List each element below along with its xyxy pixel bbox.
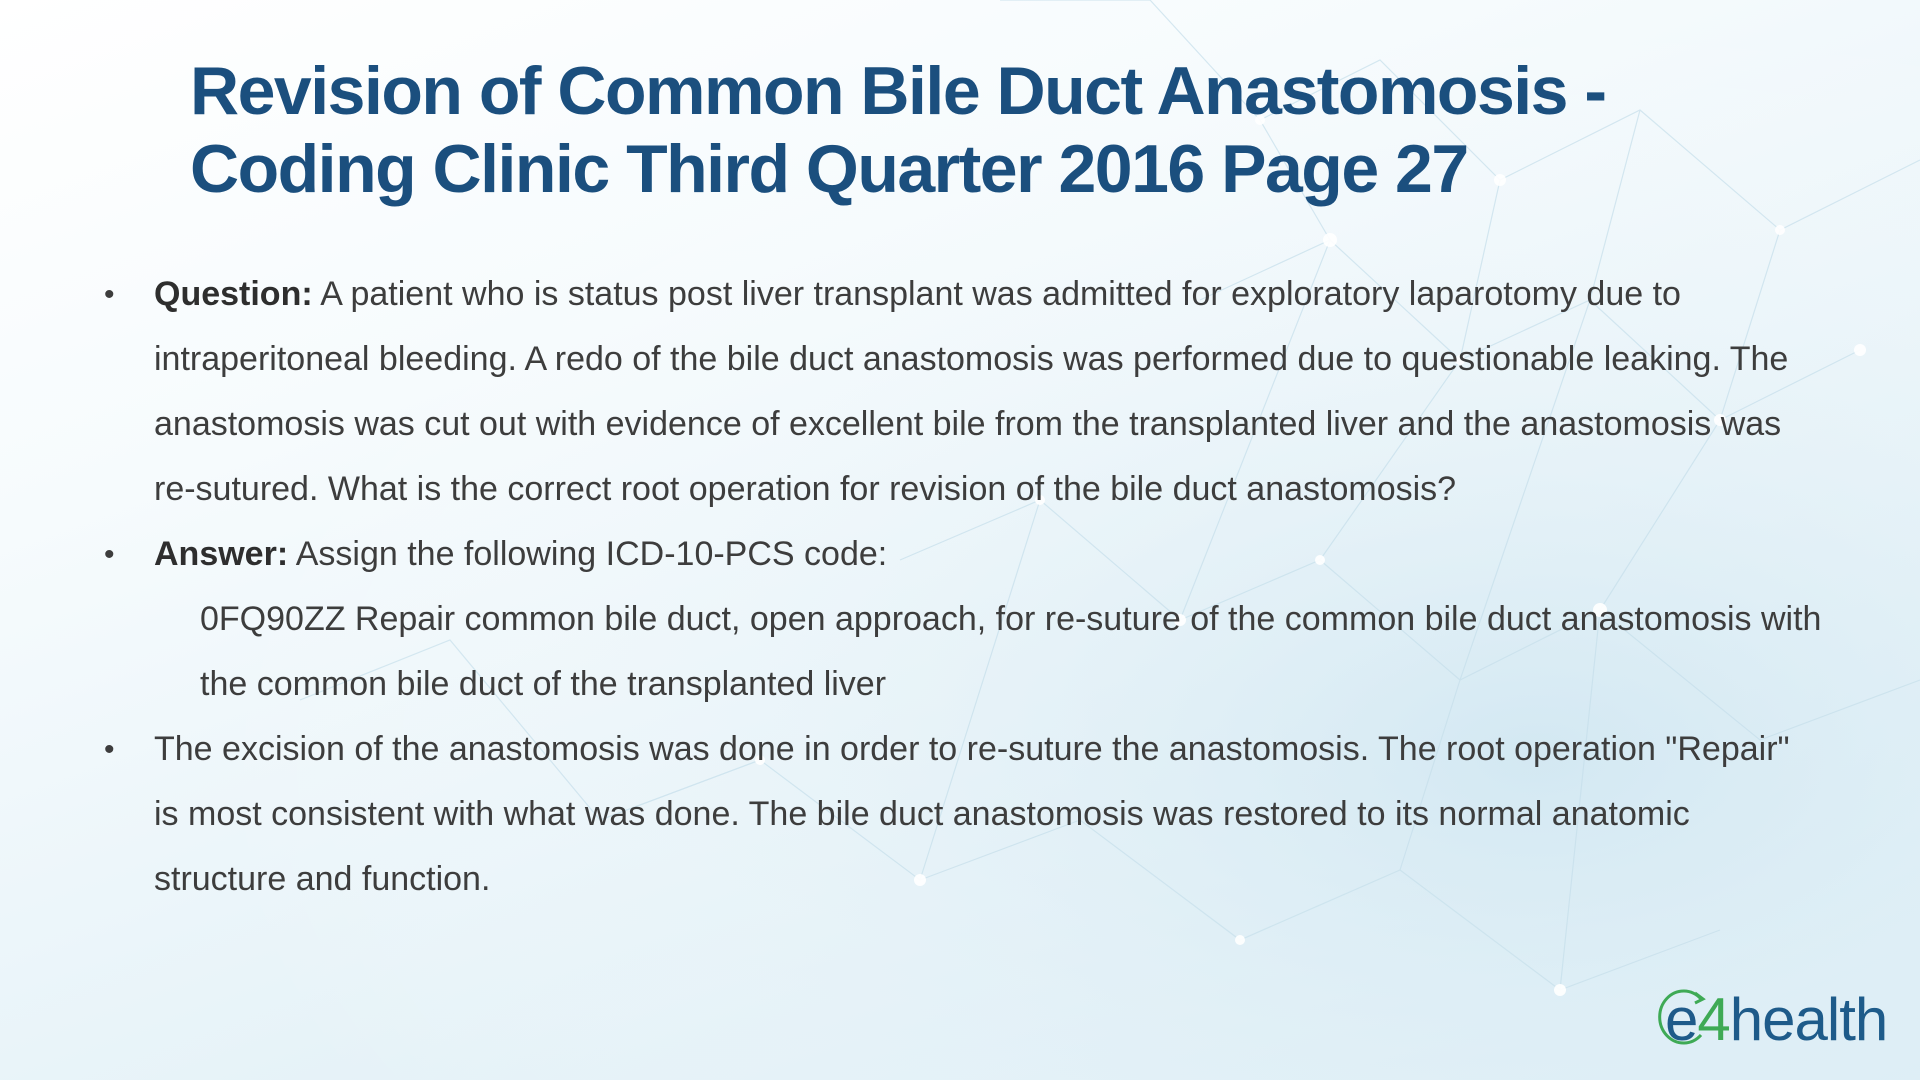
logo-ring-icon: [1657, 987, 1709, 1047]
slide-title-line-1: Revision of Common Bile Duct Anastomosis -: [190, 53, 1606, 129]
bullet-dot-icon: •: [104, 278, 115, 311]
bullet-dot-icon: •: [104, 538, 115, 571]
bullet-question: [102, 262, 1822, 522]
answer-label: Answer:: [154, 535, 289, 573]
logo-suffix: health: [1729, 986, 1888, 1053]
slide-title-line-2: Coding Clinic Third Quarter 2016 Page 27: [190, 131, 1468, 207]
icd-code-line: 0FQ90ZZ Repair common bile duct, open approach, for re-suture of the common bile duct anastomosis with the common bile duct of the transplanted liver: [200, 600, 1822, 703]
question-label: Question:: [154, 275, 313, 313]
answer-text: Assign the following ICD-10-PCS code:: [288, 535, 888, 573]
logo-e: [1665, 985, 1697, 1054]
e4health-logo: [1665, 985, 1887, 1054]
bullet-explanation: [102, 717, 1822, 912]
logo-e-letter: e: [1665, 986, 1698, 1053]
bullet-answer: [102, 522, 1822, 587]
explanation-text: The excision of the anastomosis was done in order to re-suture the anastomosis. The root operation "Repair" is most consistent with what was done. The bile duct anastomosis was restored to its normal anatomic structure and function.: [154, 730, 1790, 898]
logo-number: 4: [1697, 986, 1730, 1053]
bullet-list: [102, 262, 1822, 912]
question-text: A patient who is status post liver transplant was admitted for exploratory laparotomy due to intraperitoneal bleeding. A redo of the bile duct anastomosis was performed due to questionable leaking. The anastomosis was cut out with evidence of excellent bile from the transplanted liver and the anastomosis was re-sutured. What is the correct root operation for revision of the bile duct anastomosis?: [154, 275, 1789, 508]
slide-title: [190, 52, 1750, 208]
bullet-dot-icon: •: [104, 733, 115, 766]
